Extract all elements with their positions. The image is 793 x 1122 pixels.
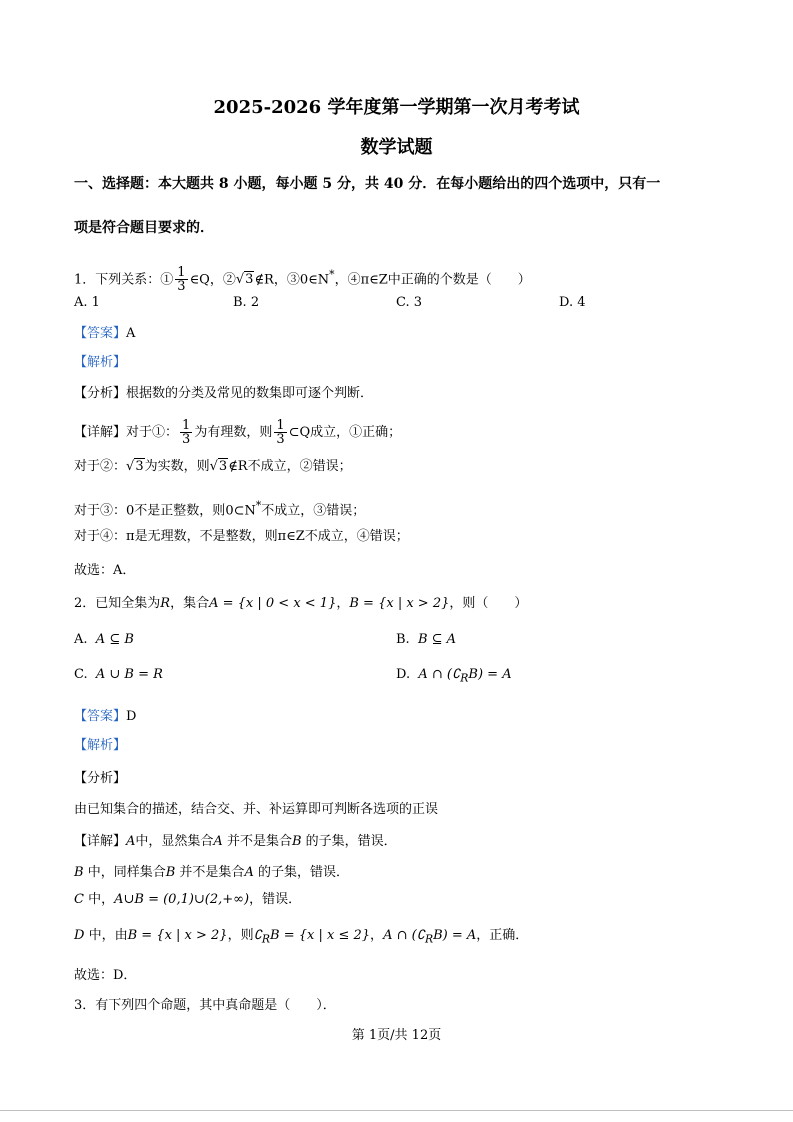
q1-d4-a: 对于④： (74, 529, 127, 544)
q2-detail-b (74, 864, 349, 882)
q2-conclusion: 故选：D． (74, 968, 137, 983)
q1-option-a: A. 1 (74, 295, 100, 310)
q2-detail-d (74, 927, 528, 949)
q2-detail-tag: 【详解】 (74, 834, 127, 849)
q1-fenxi-tag: 【分析】 (74, 386, 127, 401)
q2-dD-7: ， (370, 928, 384, 943)
q1-option-b: B. 2 (233, 295, 260, 310)
q1-option-c: C. 3 (396, 295, 423, 310)
q2-answer-value: D (126, 709, 137, 724)
q1-d3-e: 不成立，③错误； (261, 503, 366, 519)
q1-d4-e: 不成立，④错误； (304, 529, 409, 544)
q2-dA-6: 的子集，错误． (305, 834, 397, 849)
q2-option-b (396, 632, 456, 647)
q2-option-b-label: B. (396, 632, 410, 647)
q2-dC-3: A∪B = (0,1)∪(2,+∞) (114, 892, 250, 907)
q2-t1: ，集合 (170, 596, 210, 611)
q2-option-d-rest: B) = A (468, 667, 512, 682)
q1-detail-tag: 【详解】 (74, 425, 127, 440)
q2-dC-1: C (74, 892, 84, 907)
q2-dD-4: ，则 (227, 928, 254, 943)
q1-prefix: 1．下列关系：① (74, 272, 174, 288)
q1-d1-den2: 3 (276, 432, 285, 447)
q2-dA-5: B (291, 834, 302, 849)
q1-d1-b: 为有理数，则 (194, 425, 273, 440)
q2-stem (74, 595, 527, 613)
q2-t2: ， (336, 596, 350, 611)
q2-dD-9: B) = A (433, 928, 477, 943)
q1-answer-tag: 【答案】 (74, 326, 127, 341)
q1-r1-fraction (175, 266, 187, 293)
q2-dA-1: A (126, 834, 136, 849)
q1-d2-rad2: 3 (218, 459, 228, 474)
q2-dD-8-sub: R (424, 932, 434, 946)
q1-d1-fraction2 (274, 419, 286, 446)
q1-r2-rest: ∉R (254, 272, 274, 288)
q2-dC-4: ，错误． (249, 892, 302, 907)
q2-set-a: A = {x | 0 < x < 1} (209, 596, 337, 611)
q1-d2-rad: 3 (135, 459, 144, 474)
q1-r1-rest: ∈Q (189, 272, 210, 288)
q2-dB-2: 中，同样集合 (87, 865, 166, 880)
q1-d4-c: 是无理数，不是整数，则 (134, 529, 278, 544)
q1-stem (74, 262, 531, 293)
q2-dD-10: ，正确． (476, 928, 529, 943)
q2-dD-5-sub: R (261, 932, 271, 946)
q2-detail-c (74, 891, 301, 909)
q1-r2-rad: 3 (245, 272, 254, 288)
q2-dD-5: ∁ (253, 928, 262, 943)
q2-option-d (396, 667, 512, 685)
q2-dB-4: 并不是集合 (179, 865, 245, 880)
q2-dD-2: 中，由 (88, 928, 128, 943)
q2-dD-6: B = {x | x ≤ 2} (270, 928, 371, 943)
q2-prefix: 2．已知全集为 (74, 596, 161, 611)
q2-option-d-label: D. (396, 667, 411, 682)
q1-suffix: 中正确的个数是（ ） (387, 272, 531, 288)
q2-option-c (74, 667, 163, 682)
q2-set-b: B = {x | x > 2} (349, 596, 450, 611)
q1-r1-num: 1 (177, 265, 186, 281)
q1-detail-1 (74, 419, 401, 447)
q1-d4-d: π∈Z (277, 529, 305, 544)
q1-d2-sqrt2: √3 (209, 459, 228, 474)
q2-dB-1: B (74, 865, 84, 880)
q1-d3-d: 0⊂N (225, 503, 256, 519)
section-heading-line1: 一、选择题：本大题共 8 小题，每小题 5 分，共 40 分．在每小题给出的四个选项中，只有一 (74, 176, 661, 192)
q2-dD-1: D (74, 928, 85, 943)
section-heading-line2: 项是符合题目要求的． (74, 220, 214, 236)
q2-option-a-label: A. (74, 632, 88, 647)
q2-answer (74, 708, 136, 726)
q1-sep4: ，④ (334, 272, 361, 288)
q1-r2-sqrt: √3 (235, 272, 254, 288)
q1-r4: π∈Z (360, 272, 388, 288)
q1-d2-a: 对于②： (74, 459, 127, 474)
q1-sep2: ，② (209, 272, 236, 288)
q1-answer-value: A (126, 326, 136, 341)
q1-r3: 0∈N (299, 272, 330, 288)
q2-universal-set: R (160, 596, 171, 611)
q2-answer-tag: 【答案】 (74, 709, 127, 724)
q1-fenxi-text: 根据数的分类及常见的数集即可逐个判断． (126, 386, 374, 401)
q1-d2-d: 不成立，②错误； (247, 459, 352, 474)
q1-d1-a: 对于①： (126, 425, 179, 440)
q2-dA-4: 并不是集合 (226, 834, 292, 849)
q2-dB-6: 的子集，错误． (257, 865, 349, 880)
q1-d1-den: 3 (182, 432, 191, 447)
q1-d3-a: 对于③： (74, 503, 127, 519)
q3-stem: 3．有下列四个命题，其中真命题是（ ）． (74, 998, 336, 1013)
q2-fenxi-text: 由已知集合的描述，结合交、并、补运算即可判断各选项的正误 (74, 802, 439, 817)
q1-analysis-tag: 【解析】 (74, 355, 127, 370)
q1-r3-sup: * (329, 268, 335, 281)
page-footer: 第 1页/共 12页 (351, 1028, 442, 1043)
q2-option-d-sub: R (460, 671, 469, 685)
q1-fenxi (74, 385, 373, 403)
q1-d1-c: ⊂Q (288, 425, 311, 440)
q2-analysis-tag: 【解析】 (74, 738, 127, 753)
q1-d1-num: 1 (182, 418, 191, 433)
q1-d2-sqrt: √3 (126, 459, 144, 474)
exam-title: 2025-2026 学年度第一学期第一次月考考试 (213, 97, 580, 118)
q2-dA-2: 中，显然集合 (135, 834, 214, 849)
q2-dD-3: B = {x | x > 2} (127, 928, 228, 943)
q2-option-c-text: A ∪ B = R (95, 667, 163, 682)
q1-r1-den: 3 (177, 279, 186, 295)
q1-option-d: D. 4 (559, 295, 586, 310)
q2-option-c-label: C. (74, 667, 88, 682)
q2-dC-2: 中， (88, 892, 115, 907)
q2-dA-3: A (213, 834, 223, 849)
q2-t3: ，则（ ） (449, 596, 528, 611)
q2-dD-8: A ∩ (∁ (383, 928, 425, 943)
q2-dB-5: A (244, 865, 254, 880)
q2-option-a (74, 632, 134, 647)
q2-option-b-text: B ⊆ A (417, 632, 457, 647)
q1-d1-d: 成立，①正确； (310, 425, 402, 440)
q2-dB-3: B (165, 865, 176, 880)
q1-d3-b: 0 (126, 503, 135, 519)
q1-d2-b: 为实数，则 (144, 459, 210, 474)
q2-detail-a (74, 833, 397, 851)
q2-option-d-text: A ∩ (∁ (418, 667, 461, 682)
q1-detail-2 (74, 458, 352, 476)
q2-fenxi-tag: 【分析】 (74, 771, 127, 786)
page-bottom-divider (0, 1110, 793, 1111)
q1-d1-fraction (180, 419, 192, 446)
q1-d3-c: 不是正整数，则 (134, 503, 226, 519)
q1-d1-num2: 1 (276, 418, 285, 433)
q1-d3-sup: * (255, 499, 262, 512)
q1-answer (74, 325, 135, 343)
q1-detail-4 (74, 528, 409, 546)
q1-d2-c: ∉R (228, 459, 248, 474)
q1-detail-3 (74, 497, 365, 520)
q1-sep3: ，③ (273, 272, 300, 288)
q1-conclusion: 故选：A． (74, 563, 136, 578)
q2-option-a-text: A ⊆ B (95, 632, 134, 647)
exam-subtitle: 数学试题 (360, 137, 433, 158)
q1-d4-b: π (126, 529, 135, 544)
